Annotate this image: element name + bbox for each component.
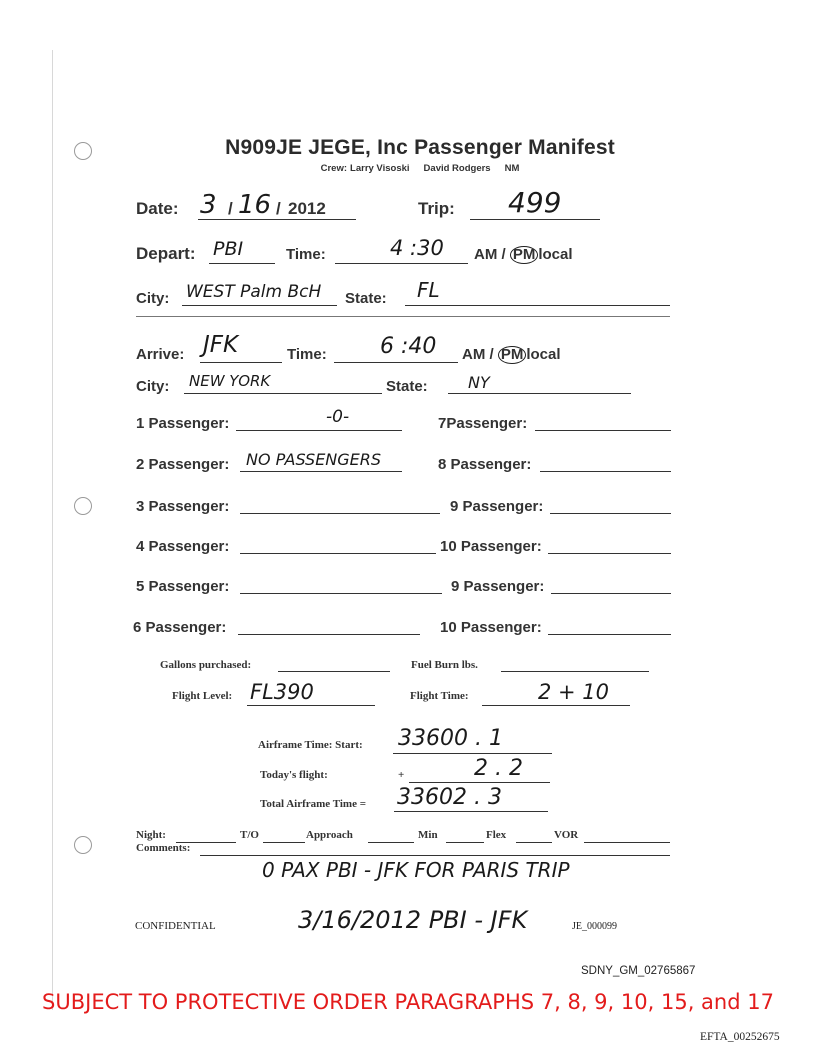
confidential-label: CONFIDENTIAL (135, 920, 216, 932)
date-label: Date: (136, 199, 179, 218)
passenger-4-underline (240, 553, 436, 554)
passenger-2-label: 2 Passenger: (136, 456, 230, 473)
passenger-9-label: 9 Passenger: (450, 498, 544, 515)
manifest-title: N909JE JEGE, Inc Passenger Manifest (225, 136, 615, 159)
crew-pilot: Larry Visoski (350, 163, 410, 174)
gallons-label: Gallons purchased: (160, 659, 252, 671)
section-divider (136, 316, 670, 317)
sdny-bates-number: SDNY_GM_02765867 (581, 965, 696, 977)
arrive-time-label: Time: (287, 346, 327, 363)
airframe-start-value: 33600 . 1 (398, 726, 503, 751)
arrive-time-underline (334, 362, 458, 363)
depart-airport: PBI (213, 238, 244, 260)
flex-underline (516, 842, 552, 843)
efta-number: EFTA_00252675 (700, 1031, 780, 1043)
passenger-7-underline (535, 430, 671, 431)
passenger-1-value: -0- (326, 407, 350, 427)
passenger-10b-underline (548, 634, 671, 635)
date-sep-1: / (228, 199, 233, 218)
min-label: Min (418, 829, 438, 841)
handwritten-date-route: 3/16/2012 PBI - JFK (298, 906, 528, 934)
flight-level-label: Flight Level: (172, 690, 233, 702)
crew-third: NM (504, 163, 520, 174)
approach-label: Approach (306, 829, 353, 841)
arrive-pm-circled: PM (498, 346, 527, 364)
crew-label: Crew: (320, 163, 348, 174)
arrive-city-label: City: (136, 378, 170, 395)
to-underline (263, 842, 305, 843)
todays-flight-plus: + (398, 769, 405, 781)
depart-label: Depart: (136, 244, 196, 263)
min-underline (446, 842, 484, 843)
passenger-5-underline (240, 593, 442, 594)
bates-je-number: JE_000099 (572, 921, 617, 932)
depart-time: 4 :30 (390, 236, 444, 260)
arrive-state-value: NY (468, 373, 490, 392)
arrive-time: 6 :40 (380, 334, 437, 359)
protective-order-notice: SUBJECT TO PROTECTIVE ORDER PARAGRAPHS 7, 8, 9, 10, 15, and 17 (42, 990, 774, 1014)
date-day: 16 (238, 190, 272, 220)
comments-underline (200, 855, 670, 856)
flight-level-underline (247, 705, 375, 706)
passenger-9b-underline (551, 593, 671, 594)
punch-hole-bottom (74, 836, 92, 854)
passenger-1-label: 1 Passenger: (136, 415, 230, 432)
depart-city-underline (182, 305, 337, 306)
fuel-burn-label: Fuel Burn lbs. (411, 659, 478, 671)
passenger-1-underline (236, 430, 402, 431)
crew-copilot: David Rodgers (423, 163, 491, 174)
total-airframe-underline (394, 811, 548, 812)
passenger-9b-label: 9 Passenger: (451, 578, 545, 595)
depart-time-underline (335, 263, 468, 264)
trip-underline (470, 219, 600, 220)
approach-underline (368, 842, 414, 843)
passenger-2-value: NO PASSENGERS (246, 450, 382, 469)
todays-flight-underline (409, 782, 550, 783)
passenger-10b-label: 10 Passenger: (440, 619, 542, 636)
total-airframe-value: 33602 . 3 (397, 785, 502, 810)
passenger-9-underline (550, 513, 671, 514)
comments-value: 0 PAX PBI - JFK FOR PARIS TRIP (262, 858, 570, 882)
margin-line (52, 50, 53, 1010)
night-label: Night: (136, 829, 166, 841)
arrive-state-underline (448, 393, 631, 394)
crew-line (150, 163, 690, 174)
depart-pm-circled: PM (510, 246, 539, 264)
airframe-start-label: Airframe Time: Start: (258, 739, 363, 751)
airframe-start-underline (393, 753, 552, 754)
depart-city-label: City: (136, 290, 170, 307)
date-year: 2012 (288, 199, 326, 218)
punch-hole-top (74, 142, 92, 160)
flight-time-value: 2 + 10 (538, 680, 610, 704)
passenger-3-underline (240, 513, 440, 514)
arrive-airport-underline (200, 362, 282, 363)
depart-local-label: local (538, 246, 573, 263)
todays-flight-label: Today's flight: (260, 769, 328, 781)
comments-label: Comments: (136, 842, 191, 854)
depart-state-label: State: (345, 290, 387, 307)
gallons-underline (278, 671, 390, 672)
arrive-airport: JFK (203, 332, 239, 358)
arrive-state-label: State: (386, 378, 428, 395)
flight-time-label: Flight Time: (410, 690, 469, 702)
date-underline (198, 219, 356, 220)
trip-label: Trip: (418, 199, 455, 218)
arrive-label: Arrive: (136, 346, 185, 363)
passenger-8-underline (540, 471, 671, 472)
passenger-2-underline (240, 471, 402, 472)
depart-ampm (474, 246, 573, 264)
date-sep-2: / (276, 199, 281, 218)
vor-label: VOR (554, 829, 579, 841)
fuel-burn-underline (501, 671, 649, 672)
flight-time-underline (482, 705, 630, 706)
arrive-city-value: NEW YORK (189, 372, 271, 390)
arrive-local-label: local (526, 346, 561, 363)
depart-time-label: Time: (286, 246, 326, 263)
vor-underline (584, 842, 670, 843)
arrive-am-label: AM / (462, 346, 494, 363)
depart-airport-underline (209, 263, 275, 264)
passenger-10-label: 10 Passenger: (440, 538, 542, 555)
flex-label: Flex (486, 829, 507, 841)
passenger-3-label: 3 Passenger: (136, 498, 230, 515)
date-month: 3 (200, 190, 217, 220)
passenger-6-label: 6 Passenger: (133, 619, 227, 636)
passenger-4-label: 4 Passenger: (136, 538, 230, 555)
total-airframe-label: Total Airframe Time = (260, 798, 366, 810)
to-label: T/O (240, 829, 259, 841)
passenger-7-label: 7Passenger: (438, 415, 528, 432)
passenger-10-underline (548, 553, 671, 554)
punch-hole-middle (74, 497, 92, 515)
depart-state-value: FL (417, 278, 440, 302)
flight-level-value: FL390 (250, 680, 314, 704)
trip-number: 499 (508, 186, 562, 219)
depart-city-value: WEST Palm BcH (186, 282, 322, 302)
passenger-8-label: 8 Passenger: (438, 456, 532, 473)
arrive-ampm (462, 346, 561, 364)
depart-am-label: AM / (474, 246, 506, 263)
passenger-6-underline (238, 634, 420, 635)
todays-flight-value: 2 . 2 (474, 756, 523, 781)
depart-state-underline (405, 305, 670, 306)
passenger-5-label: 5 Passenger: (136, 578, 230, 595)
arrive-city-underline (184, 393, 382, 394)
